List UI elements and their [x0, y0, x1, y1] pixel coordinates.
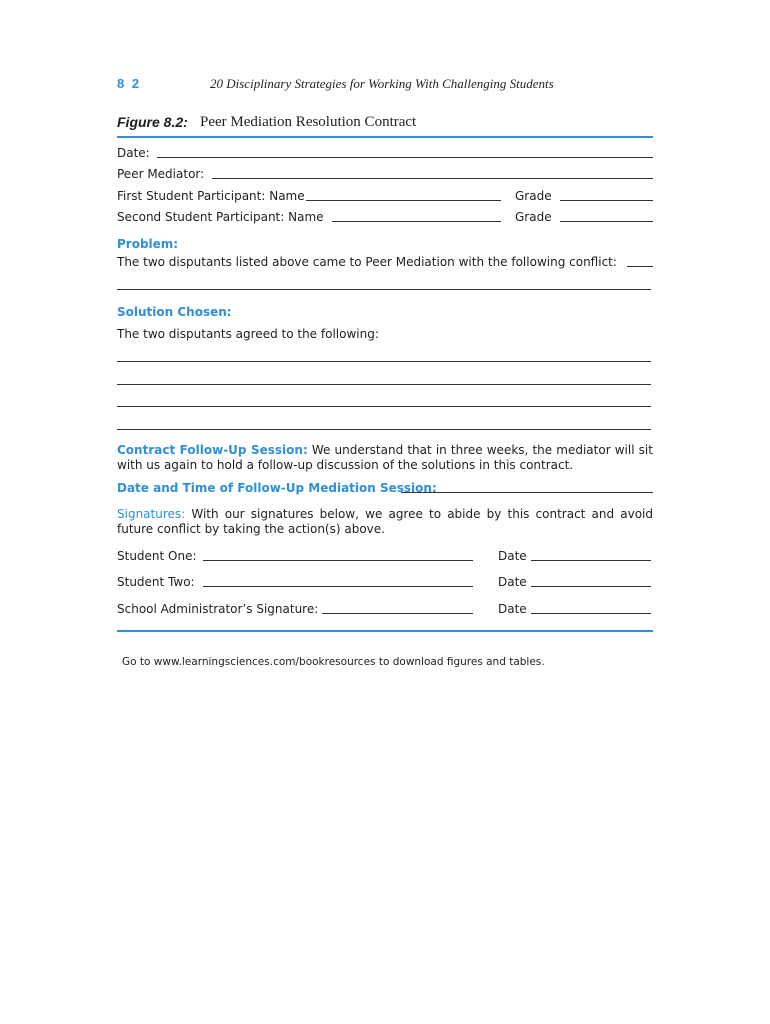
second-student-grade-label: Grade [515, 210, 552, 224]
solution-line[interactable] [117, 429, 651, 430]
student-two-signature-field[interactable] [203, 586, 473, 587]
student-one-signature-field[interactable] [203, 560, 473, 561]
problem-field-inline[interactable] [627, 266, 653, 267]
student-one-label: Student One: [117, 549, 197, 563]
peer-mediator-field[interactable] [212, 178, 653, 179]
follow-up-text: We understand that in three weeks, the mediator will sit with us again to hold a follow-up discussion of the solutions in this contract. [117, 443, 653, 472]
problem-text: The two disputants listed above came to Peer Mediation with the following conflict: [117, 255, 617, 269]
problem-field-line[interactable] [117, 289, 651, 290]
top-divider [117, 136, 653, 138]
follow-up-heading: Contract Follow-Up Session: [117, 443, 308, 457]
bottom-divider [117, 630, 653, 632]
date-field[interactable] [157, 157, 653, 158]
signatures-paragraph [117, 507, 653, 537]
admin-signature-label: School Administrator’s Signature: [117, 602, 319, 616]
date-label: Date: [117, 146, 150, 160]
student-one-date-field[interactable] [531, 560, 651, 561]
follow-up-date-field[interactable] [401, 492, 653, 493]
second-student-grade-field[interactable] [560, 221, 653, 222]
first-student-grade-field[interactable] [560, 200, 653, 201]
student-two-date-field[interactable] [531, 586, 651, 587]
student-two-label: Student Two: [117, 575, 195, 589]
follow-up-paragraph [117, 443, 653, 473]
signatures-text: With our signatures below, we agree to abide by this contract and avoid future conflict by taking the action(s) above. [117, 507, 653, 536]
follow-up-date-heading: Date and Time of Follow-Up Mediation Session: [117, 481, 437, 495]
solution-heading: Solution Chosen: [117, 305, 232, 319]
download-note: Go to www.learningsciences.com/bookresources to download figures and tables. [122, 656, 545, 668]
page-number: 8 2 [117, 76, 142, 91]
solution-line[interactable] [117, 406, 651, 407]
peer-mediator-label: Peer Mediator: [117, 167, 205, 181]
problem-heading: Problem: [117, 237, 179, 251]
student-one-date-label: Date [498, 549, 527, 563]
second-student-label: Second Student Participant: Name [117, 210, 324, 224]
admin-signature-field[interactable] [322, 613, 473, 614]
admin-date-field[interactable] [531, 613, 651, 614]
signatures-heading: Signatures: [117, 507, 186, 521]
book-title: 20 Disciplinary Strategies for Working With Challenging Students [210, 76, 554, 91]
admin-date-label: Date [498, 602, 527, 616]
second-student-name-field[interactable] [332, 221, 501, 222]
solution-line[interactable] [117, 384, 651, 385]
first-student-name-field[interactable] [306, 200, 501, 201]
figure-label: Figure 8.2: [117, 114, 188, 130]
first-student-grade-label: Grade [515, 189, 552, 203]
figure-title: Peer Mediation Resolution Contract [200, 114, 417, 130]
solution-line[interactable] [117, 361, 651, 362]
solution-text: The two disputants agreed to the following: [117, 327, 379, 341]
first-student-label: First Student Participant: Name [117, 189, 305, 203]
student-two-date-label: Date [498, 575, 527, 589]
